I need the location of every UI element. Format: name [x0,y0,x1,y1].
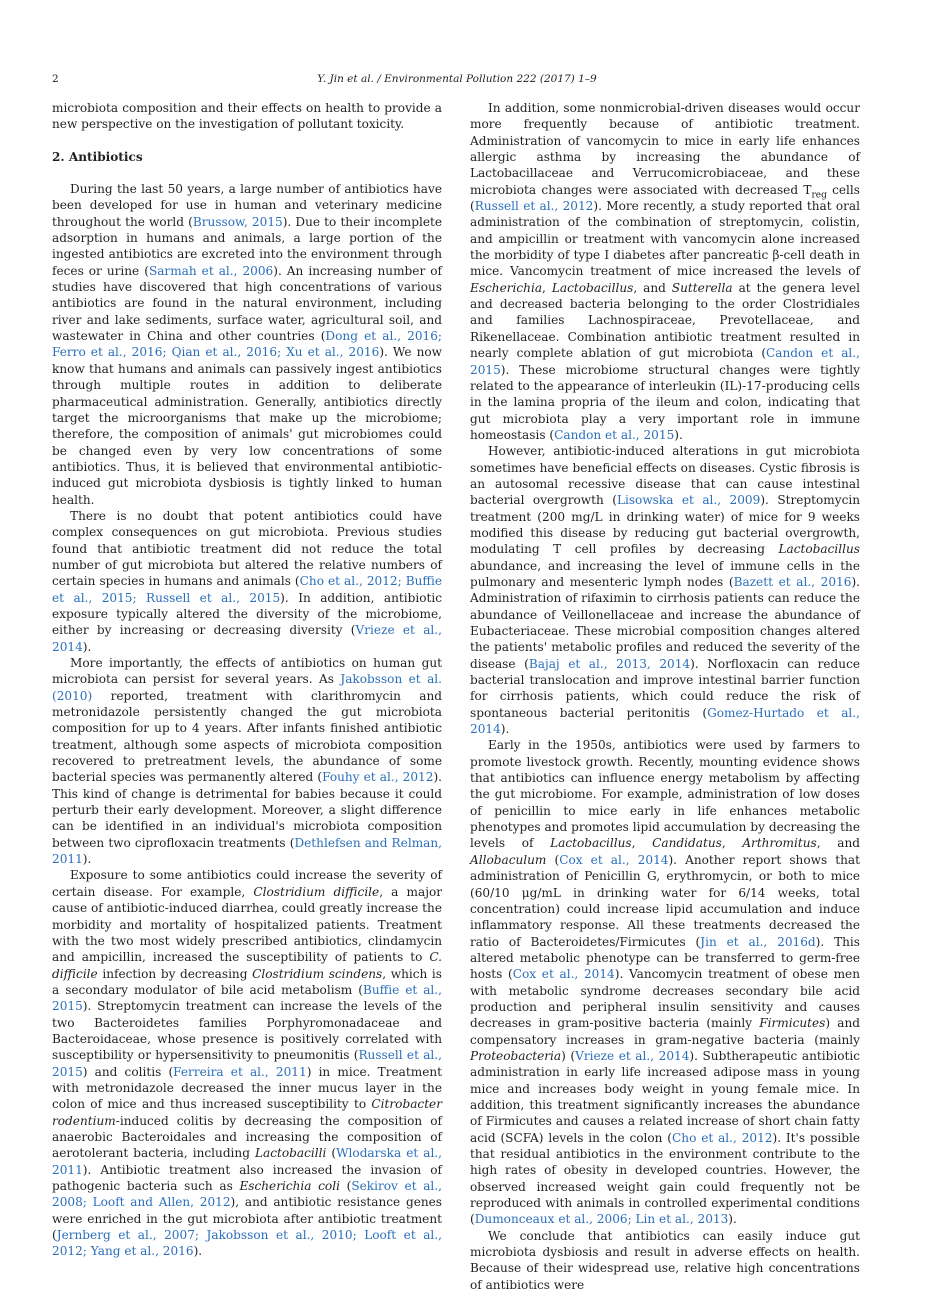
italic-term: Clostridium scindens [252,966,383,981]
text-run: However, antibiotic-induced alterations in gut microbiota sometimes have beneficial effects on diseases. Cystic fibrosis is an autosomal recessive disease that can cause intestinal bacterial overgrowth ( [470,444,860,508]
citation-link[interactable]: Buffie et al., 2015 [52,982,442,1014]
text-run: ). Another report shows that administration of Penicillin G, erythromycin, or both to mice (60/10 μg/mL in drinking water for 6/14 weeks, total concentration) could increase lipid accumulation and induce inflammatory response. All these treatments decreased the ratio of Bacteroidetes/Firmicutes ( [470,852,860,949]
italic-term: C. difficile [52,950,442,981]
text-run: ). In addition, antibiotic exposure typically altered the diversity of the microbiome, either by increasing or decreasing diversity ( [52,590,443,638]
text-run: ), and antibiotic resistance genes were enriched in the gut microbiota after antibiotic treatment ( [52,1195,443,1243]
text-run: In addition, some nonmicrobial-driven diseases would occur more frequently because of antibiotic treatment. Administration of vancomycin to mice in early life enhances allergic asthma by increasing the abundance of Lactobacillaceae and Verrucomicrobiaceae, and these microbiota changes were associated with decreased T [470,101,860,197]
text-run: Early in the 1950s, antibiotics were used by farmers to promote livestock growth. Recently, mounting evidence shows that antibiotics can influence energy metabolism by affecting the gut microbiome. For example, administration of low doses of penicillin to mice early in life enhances metabolic phenotypes and promotes lipid accumulation by decreasing the levels of [470,738,860,851]
citation-link[interactable]: Cox et al., 2014 [559,852,669,867]
text-run: , a major cause of antibiotic-induced diarrhea, could greatly increase the morbidity and mortality of hospitalized patients. Treatment with the two most widely prescribed antibiotics, clindamycin and ampicillin, increased the susceptibility of patients to [52,884,443,965]
text-run: ). [193,1244,203,1259]
citation-link[interactable]: Ferreira et al., 2011 [173,1064,307,1079]
citation-link[interactable]: Russell et al., 2015 [52,1048,442,1079]
citation-link[interactable]: Russell et al., 2012 [474,199,594,214]
paragraph [470,443,860,737]
text-run: ). [728,1212,737,1227]
text-run: , [721,836,743,851]
citation-link[interactable]: Bajaj et al., 2013, 2014 [528,656,691,671]
text-run: ). These microbiome structural changes were tightly related to the appearance of interleukin (IL)-17-producing cells in the lamina propria of the ileum and colon, indicating that gut microbiota play a very important role in immune homeostasis ( [470,362,860,442]
citation-link[interactable]: Candon et al., 2015 [554,427,675,442]
text-run: ). [82,852,92,867]
text-run: ). Streptomycin treatment (200 mg/L in drinking water) of mice for 9 weeks modified this disease by reducing gut bacterial overgrowth, modulating T cell profiles by decreasing [470,493,861,557]
citation-link[interactable]: Jernberg et al., 2007; Jakobsson et al., 2010; Looft et al., 2012; Yang et al., 2016 [52,1228,442,1259]
citation-link[interactable]: Dethlefsen and Relman, 2011 [52,835,443,867]
citation-link[interactable]: Vrieze et al., 2014 [575,1048,690,1063]
text-run: ). Norfloxacin can reduce bacterial translocation and improve intestinal barrier function for cirrhosis patients, which could reduce the risk of spontaneous bacterial peritonitis ( [470,656,860,720]
section-heading: 2. Antibiotics [52,149,143,164]
paragraph [52,181,442,508]
text-run: Exposure to some antibiotics could increase the severity of certain disease. For example, [52,868,442,899]
text-run: ). Streptomycin treatment can increase the levels of the two Bacteroidetes families Porphyromonadaceae and Bacteroidaceae, whose presence is positively correlated with susceptibility or hypersensitivity to pneumonitis ( [52,999,442,1063]
italic-term: Escherichia coli [239,1179,340,1193]
text-run: -induced colitis by decreasing the composition of anaerobic Bacteroidales and increasing the composition of aerotolerant bacteria, including [52,1113,442,1161]
text-run: More importantly, the effects of antibiotics on human gut microbiota can persist for several years. As [52,656,442,687]
italic-term: Sutterella [671,280,733,295]
italic-term: Lactobacillus [551,280,634,295]
italic-term: Proteobacteria [470,1048,562,1063]
citation-link[interactable]: Candon et al., 2015 [470,346,860,377]
citation-link[interactable]: Bazett et al., 2016 [733,574,852,589]
citation-link[interactable]: Dong et al., 2016; Ferro et al., 2016; Qian et al., 2016; Xu et al., 2016 [52,329,442,360]
running-title: Y. Jin et al. / Environmental Pollution 222 (2017) 1–9 [317,73,597,85]
citation-link[interactable]: Vrieze et al., 2014 [52,623,442,654]
text-run: ). We now know that humans and animals can passively ingest antibiotics through multiple routes in addition to deliberate pharmaceutical administration. Generally, antibiotics directly target the microorganisms that make up the microbiome; therefore, the composition of animals' gut microbiomes could be changed even by very low concentrations of some antibiotics. Thus, it is believed that environmental antibiotic-induced gut microbiota dysbiosis is tightly linked to human health. [52,345,442,507]
italic-term: Lactobacilli [255,1146,327,1161]
page-number: 2 [52,73,59,85]
paragraph [470,737,860,1227]
text-run: ) and colitis ( [82,1064,174,1079]
citation-link[interactable]: Gomez-Hurtado et al., 2014 [470,705,860,737]
text-run: cells ( [470,182,861,214]
text-run: ). Administration of rifaximin to cirrhosis patients can reduce the abundance of Veillonellaceae and increase the abundance of Eubacteriaceae. These microbial composition changes altered the patients' metabolic profiles and reduced the severity of the disease ( [470,574,861,671]
text-run: , [542,280,552,295]
continued-paragraph: microbiota composition and their effects on health to provide a new perspective on the investigation of pollutant toxicity. [52,101,442,132]
citation-link[interactable]: Cho et al., 2012 [672,1130,773,1145]
italic-term: Lactobacillus [550,836,632,851]
citation-link[interactable]: Jakobsson et al. (2010) [52,672,442,703]
citation-link[interactable]: Dumonceaux et al., 2006; Lin et al., 2013 [474,1212,729,1227]
text-run: abundance, and increasing the level of immune cells in the pulmonary and mesenteric lymph nodes ( [470,558,860,589]
paragraph [52,655,442,867]
text-run: ). [500,722,510,737]
citation-link[interactable]: Brussow, 2015 [192,214,283,229]
text-run: reported, treatment with clarithromycin and metronidazole persistently changed the gut microbiota composition for up to 4 years. After infants finished antibiotic treatment, although some aspects of microbiota composition recovered to pretreatment levels, the abundance of some bacterial species was permanently altered ( [52,688,442,785]
italic-term: Lactobacillus [778,542,860,557]
left-column [52,100,442,1260]
text-run: infection by decreasing [97,966,253,981]
text-run: ). It's possible that residual antibiotics in the environment contribute to the high rates of obesity in developed countries. However, the observed increased weight gain could frequently not be reproduced with animals in controlled experimental conditions ( [470,1130,860,1227]
text-run: ). This altered metabolic phenotype can be transferred to germ-free hosts ( [470,934,861,982]
text-run: ). Due to their incomplete adsorption in humans and animals, a large portion of the ingested antibiotics are excreted into the environment through feces or urine ( [52,214,442,278]
citation-link[interactable]: Sarmah et al., 2006 [148,263,274,278]
text-run: , and [633,280,672,295]
italic-term: Firmicutes [759,1016,826,1031]
citation-link[interactable]: Sekirov et al., 2008; Looft and Allen, 2012 [52,1179,442,1210]
text-run: ). Vancomycin treatment of obese men with metabolic syndrome decreases secondary bile acid production and peripheral insulin sensitivity and causes decreases in gram-positive bacteria (mainly [470,967,860,1031]
running-header [52,73,862,87]
text-run: ). This kind of change is detrimental for babies because it could perturb their early development. Moreover, a slight difference can be identified in an individual's microbiota composition between two ciprofloxacin treatments ( [52,770,442,850]
text-run: , and [816,836,860,851]
text-run: ( [546,852,560,867]
italic-term: Clostridium difficile [253,884,380,899]
citation-link[interactable]: Lisowska et al., 2009 [616,493,761,508]
paragraph [470,1228,860,1293]
text-run: ). [674,427,683,442]
text-run: During the last 50 years, a large number of antibiotics have been developed for use in human and veterinary medicine throughout the world ( [52,182,442,229]
text-run: ). An increasing number of studies have discovered that high concentrations of various antibiotics are found in the natural environment, including river and lake sediments, surface water, agricultural soil, and wastewater in China and other countries ( [52,263,442,344]
italic-term: Escherichia [470,280,543,295]
text-run: There is no doubt that potent antibiotics could have complex consequences on gut microbiota. Previous studies found that antibiotic treatment did not reduce the total number of gut microbiota but altered the relative numbers of certain species in humans and animals ( [52,508,442,589]
text-run: , which is a secondary modulator of bile acid metabolism ( [52,966,442,997]
right-column [470,100,860,1293]
text-run: ) ( [561,1048,576,1063]
citation-link[interactable]: Cox et al., 2014 [512,967,615,982]
italic-term: Citrobacter rodentium [52,1097,442,1128]
text-run: ). [82,639,92,654]
text-run: ). More recently, a study reported that oral administration of the combination of streptomycin, colistin, and ampicillin or treatment with vancomycin alone increased the morbidity of type I diabetes after pancreatic β-cell death in mice. Vancomycin treatment of mice increased the levels of [470,199,861,279]
italic-term: Allobaculum [470,852,547,867]
text-run: ) and compensatory increases in gram-negative bacteria (mainly [470,1016,860,1047]
paragraph [470,100,860,443]
paragraph [52,508,442,655]
text-run: ). Antibiotic treatment also increased the invasion of pathogenic bacteria such as [52,1162,442,1193]
italic-term: Candidatus [652,836,722,851]
italic-term: Arthromitus [742,836,817,851]
text-run: at the genera level and decreased bacteria belonging to the order Clostridiales and families Lachnospiraceae, Prevotellaceae, and Rikenellaceae. Combination antibiotic treatment resulted in nearly complete ablation of gut microbiota ( [470,280,860,361]
text-run: , [631,836,653,851]
subscript: reg [811,190,827,201]
text-run: ( [326,1146,337,1161]
citation-link[interactable]: Cho et al., 2012; Buffie et al., 2015; Russell et al., 2015 [52,574,442,605]
text-run: We conclude that antibiotics can easily induce gut microbiota dysbiosis and result in adverse effects on health. Because of their widespread use, relative high concentrations of antibiotics were [470,1228,860,1292]
text-run: ( [339,1179,352,1193]
citation-link[interactable]: Wlodarska et al., 2011 [52,1146,443,1177]
text-run: ) in mice. Treatment with metronidazole decreased the inner mucus layer in the colon of mice and thus increased susceptibility to [52,1064,443,1112]
paragraph [52,867,442,1259]
citation-link[interactable]: Fouhy et al., 2012 [322,770,434,785]
text-run: ). Subtherapeutic antibiotic administration in early life increased adipose mass in young mice and increases body weight in young female mice. In addition, this treatment significantly increases the abundance of Firmicutes and causes a related increase of short chain fatty acid (SCFA) levels in the colon ( [470,1048,860,1145]
citation-link[interactable]: Jin et al., 2016d [700,934,816,949]
